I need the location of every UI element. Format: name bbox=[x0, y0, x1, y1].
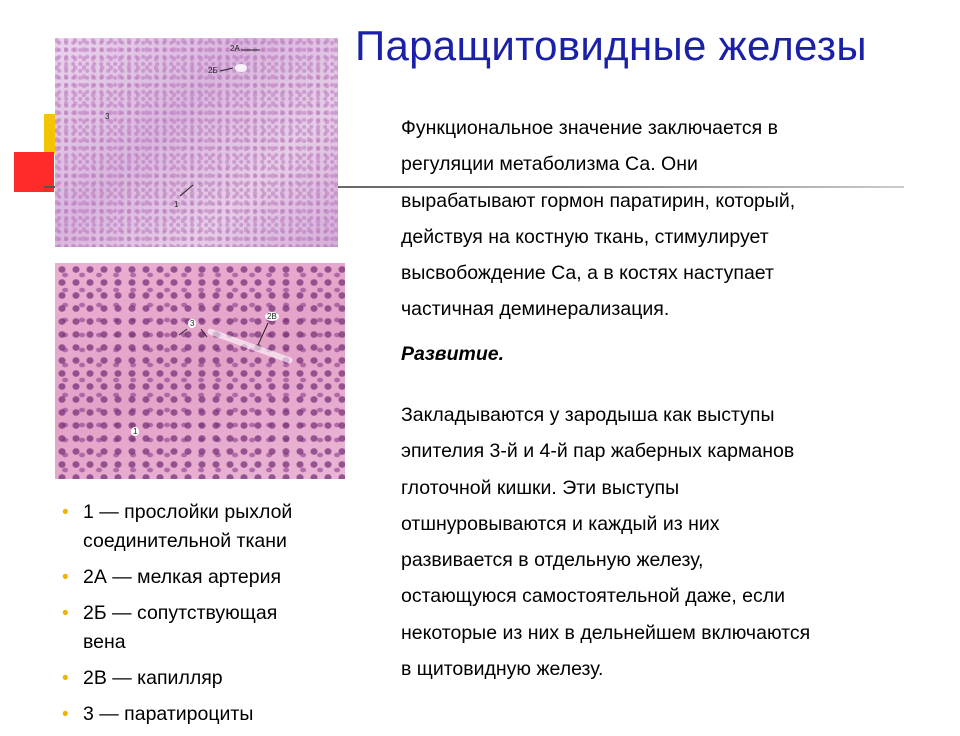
text-line: остающуюся самостоятельной даже, если bbox=[401, 585, 786, 608]
development-paragraph bbox=[401, 397, 810, 687]
bullet-icon: • bbox=[62, 668, 69, 689]
legend-item bbox=[62, 563, 362, 592]
legend-item bbox=[62, 664, 362, 693]
micrograph-pointer-lines bbox=[55, 38, 338, 247]
micrograph-legend-list bbox=[62, 498, 362, 736]
micrograph-label-1: 1 bbox=[174, 200, 179, 209]
legend-text: 1 — прослойки рыхлой bbox=[83, 501, 293, 523]
micrograph-label-3: 3 bbox=[105, 112, 110, 121]
legend-text: 2А — мелкая артерия bbox=[83, 566, 282, 588]
micrograph-label-1: 1 bbox=[133, 427, 138, 436]
bullet-icon: • bbox=[62, 502, 69, 523]
slide-title: Паращитовидные железы bbox=[355, 22, 867, 69]
bullet-icon: • bbox=[62, 603, 69, 624]
micrograph-low-magnification bbox=[55, 38, 338, 247]
development-heading: Развитие. bbox=[401, 343, 505, 365]
legend-text: соединительной ткани bbox=[83, 530, 287, 552]
text-line: в щитовидную железу. bbox=[401, 658, 604, 681]
legend-item bbox=[62, 599, 362, 657]
bullet-icon: • bbox=[62, 704, 69, 725]
legend-text: 3 — паратироциты bbox=[83, 703, 254, 725]
micrograph-label-2v: 2В bbox=[267, 312, 277, 321]
text-line: Закладываются у зародыша как выступы bbox=[401, 404, 775, 426]
legend-item bbox=[62, 700, 362, 729]
text-line: глоточной кишки. Эти выступы bbox=[401, 476, 680, 499]
text-line: высвобождение Са, а в костях наступает bbox=[401, 262, 774, 285]
text-line: Функциональное значение заключается в bbox=[401, 117, 778, 139]
legend-text: 2Б — сопутствующая bbox=[83, 602, 278, 624]
micrograph-label-3: 3 bbox=[190, 319, 195, 328]
text-line: развивается в отдельную железу, bbox=[401, 549, 704, 572]
micrograph-pointer-lines bbox=[55, 263, 345, 479]
legend-text: 2В — капилляр bbox=[83, 667, 223, 689]
text-line: отшнуровываются и каждый из них bbox=[401, 512, 720, 535]
text-line: регуляции метаболизма Са. Они bbox=[401, 153, 698, 176]
micrograph-label-2b: 2Б bbox=[208, 66, 218, 75]
text-line: эпителия 3-й и 4-й пар жаберных карманов bbox=[401, 440, 795, 463]
micrograph-high-magnification bbox=[55, 263, 345, 479]
bullet-icon: • bbox=[62, 567, 69, 588]
legend-item bbox=[62, 498, 362, 556]
micrograph-label-2a: 2А bbox=[230, 44, 240, 53]
function-paragraph bbox=[401, 110, 795, 328]
legend-text: вена bbox=[83, 631, 126, 653]
text-line: действуя на костную ткань, стимулирует bbox=[401, 225, 769, 248]
text-line: вырабатывают гормон паратирин, который, bbox=[401, 189, 796, 212]
text-line: частичная деминерализация. bbox=[401, 298, 670, 321]
text-line: некоторые из них в дельнейшем включаются bbox=[401, 621, 811, 644]
